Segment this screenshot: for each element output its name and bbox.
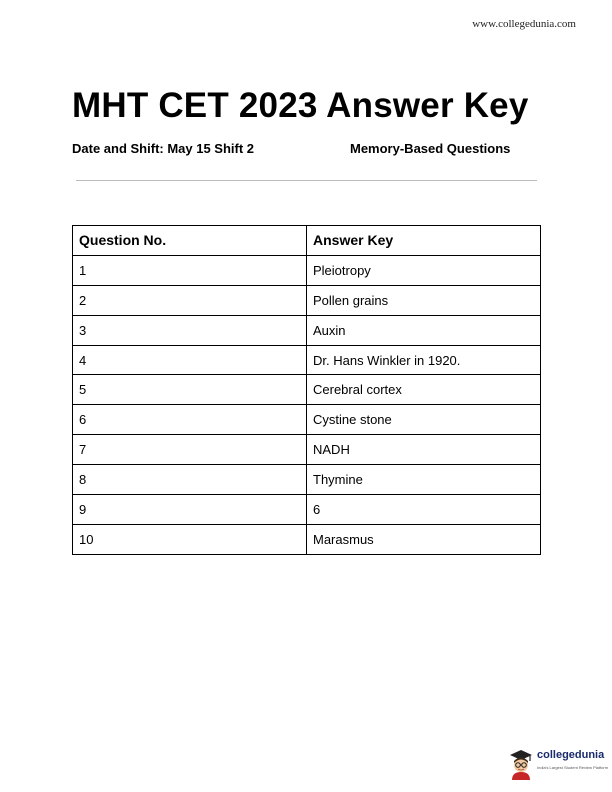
answer-cell: Marasmus — [307, 524, 541, 554]
answer-cell: Thymine — [307, 465, 541, 495]
date-shift-label: Date and Shift: May 15 Shift 2 — [72, 141, 255, 156]
answer-cell: Auxin — [307, 315, 541, 345]
site-url: www.collegedunia.com — [472, 18, 576, 30]
answer-cell: Cystine stone — [307, 405, 541, 435]
divider-line — [76, 180, 537, 181]
question-number: 8 — [73, 465, 307, 495]
document-title: MHT CET 2023 Answer Key — [72, 86, 529, 125]
answer-key-table — [72, 225, 541, 555]
table-row — [73, 285, 541, 315]
table-row — [73, 375, 541, 405]
table-header-row — [73, 226, 541, 256]
column-header-question: Question No. — [73, 226, 307, 256]
table-row — [73, 495, 541, 525]
table-row — [73, 405, 541, 435]
question-number: 4 — [73, 345, 307, 375]
student-mascot-icon — [507, 746, 535, 780]
table-row — [73, 465, 541, 495]
table-row — [73, 524, 541, 554]
answer-cell: Pollen grains — [307, 285, 541, 315]
table-row — [73, 255, 541, 285]
question-number: 7 — [73, 435, 307, 465]
question-number: 6 — [73, 405, 307, 435]
memory-based-label: Memory-Based Questions — [350, 141, 511, 156]
question-number: 10 — [73, 524, 307, 554]
table-row — [73, 315, 541, 345]
question-number: 1 — [73, 255, 307, 285]
question-number: 5 — [73, 375, 307, 405]
answer-cell: Cerebral cortex — [307, 375, 541, 405]
question-number: 2 — [73, 285, 307, 315]
answer-cell: Dr. Hans Winkler in 1920. — [307, 345, 541, 375]
brand-tagline: India's Largest Student Review Platform — [537, 765, 609, 770]
table-row — [73, 435, 541, 465]
table-row — [73, 345, 541, 375]
brand-name: collegedunia — [537, 749, 605, 761]
answer-cell: 6 — [307, 495, 541, 525]
answer-cell: Pleiotropy — [307, 255, 541, 285]
column-header-answer: Answer Key — [307, 226, 541, 256]
question-number: 3 — [73, 315, 307, 345]
question-number: 9 — [73, 495, 307, 525]
answer-cell: NADH — [307, 435, 541, 465]
collegedunia-logo — [507, 746, 609, 780]
